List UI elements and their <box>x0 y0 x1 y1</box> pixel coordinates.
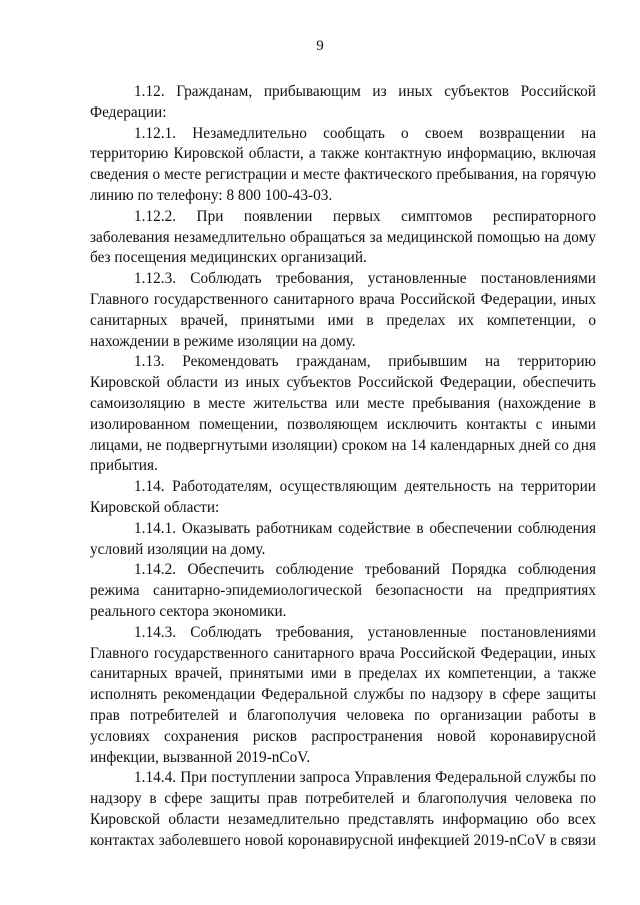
paragraph-1-12-1: 1.12.1. Незамедлительно сообщать о своем возвращении на территорию Кировской области, а также контактную информацию, включая сведения о месте регистрации и месте фактического пребывания, на горячую линию по телефону: 8 800 100-43-03. <box>90 124 596 204</box>
paragraph-1-12: 1.12. Гражданам, прибывающим из иных субъектов Российской Федерации: <box>90 83 596 121</box>
paragraph-1-12-3: 1.12.3. Соблюдать требования, установленные постановлениями Главного государственного санитарного врача Российской Федерации, иных санитарных врачей, принятыми ими в пределах их компетенции, о нахождении в режиме изоляции на дому. <box>90 270 596 350</box>
document-body <box>90 82 596 851</box>
paragraph-1-14-4: 1.14.4. При поступлении запроса Управления Федеральной службы по надзору в сфере защиты прав потребителей и благополучия человека по Кировской области незамедлительно представлять информацию обо всех контактах заболевшего новой коронавирусной инфекцией 2019-nCoV в связи <box>90 769 596 849</box>
page-number: 9 <box>316 38 324 54</box>
paragraph-1-13: 1.13. Рекомендовать гражданам, прибывшим на территорию Кировской области из иных субъектов Российской Федерации, обеспечить самоизоляцию в месте жительства или месте пребывания (нахождение в изолированном помещении, позволяющем исключить контакты с иными лицами, не подвергнутыми изоляции) сроком на 14 календарных дней со дня прибытия. <box>90 353 596 475</box>
paragraph-1-14-2: 1.14.2. Обеспечить соблюдение требований Порядка соблюдения режима санитарно-эпидемиологической безопасности на предприятиях реального сектора экономики. <box>90 561 596 620</box>
paragraph-1-14-1: 1.14.1. Оказывать работникам содействие в обеспечении соблюдения условий изоляции на дому. <box>90 519 596 558</box>
paragraph-1-14-3: 1.14.3. Соблюдать требования, установленные постановлениями Главного государственного санитарного врача Российской Федерации, иных санитарных врачей, принятыми ими в пределах их компетенции, а также исполнять рекомендации Федеральной службы по надзору в сфере защиты прав потребителей и благополучия человека по организации работы в условиях сохранения рисков распространения новой коронавирусной инфекции, вызванной 2019-nCoV. <box>90 623 596 766</box>
paragraph-1-14: 1.14. Работодателям, осуществляющим деятельность на территории Кировской области: <box>90 478 596 516</box>
paragraph-1-12-2: 1.12.2. При появлении первых симптомов респираторного заболевания незамедлительно обращаться за медицинской помощью на дому без посещения медицинских организаций. <box>90 207 596 267</box>
